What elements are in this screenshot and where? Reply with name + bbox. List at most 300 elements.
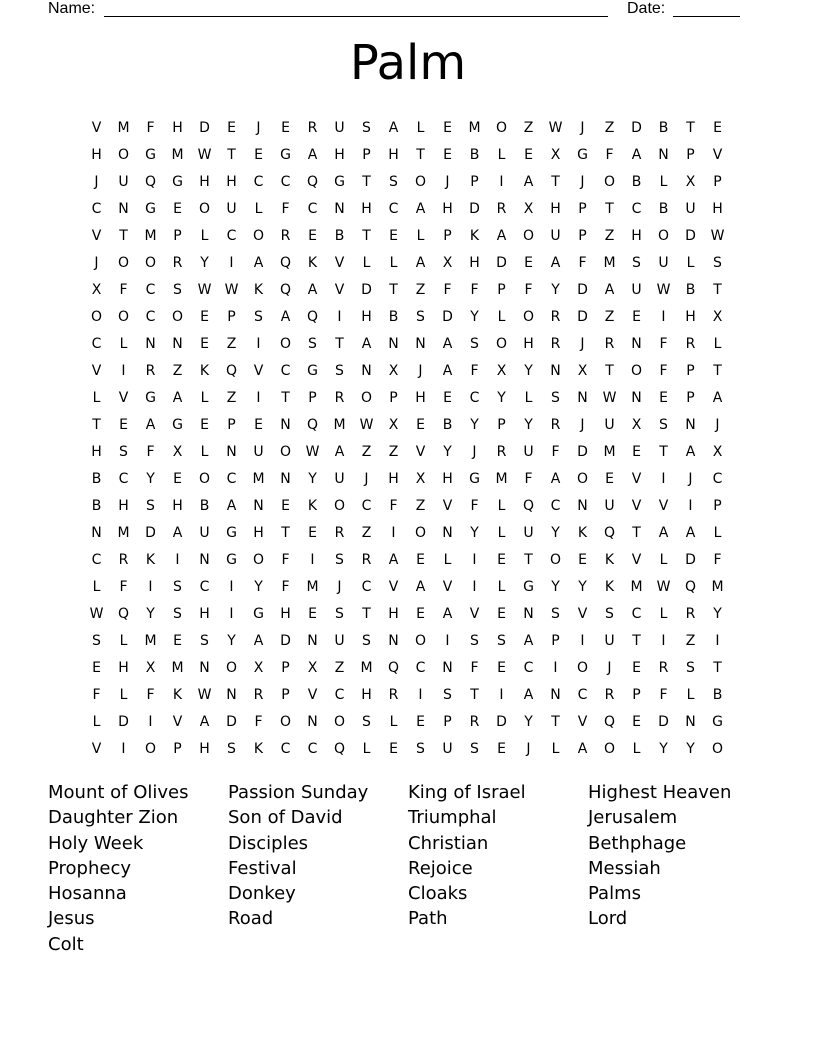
grid-letter[interactable]: H bbox=[226, 173, 237, 190]
grid-letter[interactable]: L bbox=[659, 173, 668, 190]
grid-letter[interactable]: F bbox=[659, 686, 668, 703]
grid-letter[interactable]: R bbox=[307, 119, 318, 136]
grid-letter[interactable]: K bbox=[253, 740, 264, 757]
grid-letter[interactable]: F bbox=[713, 551, 722, 568]
grid-letter[interactable]: N bbox=[442, 659, 453, 676]
grid-letter[interactable]: S bbox=[227, 740, 236, 757]
grid-letter[interactable]: G bbox=[172, 173, 183, 190]
grid-letter[interactable]: W bbox=[710, 227, 725, 244]
grid-letter[interactable]: D bbox=[145, 524, 156, 541]
grid-letter[interactable]: C bbox=[334, 686, 345, 703]
grid-letter[interactable]: S bbox=[659, 416, 668, 433]
grid-letter[interactable]: E bbox=[173, 470, 182, 487]
grid-letter[interactable]: Z bbox=[523, 119, 534, 136]
grid-letter[interactable]: E bbox=[308, 227, 317, 244]
grid-letter[interactable]: J bbox=[364, 470, 369, 487]
grid-letter[interactable]: Y bbox=[146, 605, 155, 622]
grid-letter[interactable]: I bbox=[310, 551, 315, 568]
grid-letter[interactable]: I bbox=[229, 254, 234, 271]
grid-letter[interactable]: G bbox=[145, 389, 156, 406]
grid-letter[interactable]: A bbox=[253, 254, 264, 271]
grid-letter[interactable]: E bbox=[173, 632, 182, 649]
grid-letter[interactable]: V bbox=[91, 362, 102, 379]
grid-letter[interactable]: B bbox=[91, 497, 102, 514]
grid-letter[interactable]: Q bbox=[144, 173, 157, 190]
grid-letter[interactable]: C bbox=[523, 659, 534, 676]
grid-letter[interactable]: A bbox=[631, 146, 642, 163]
grid-letter[interactable]: S bbox=[713, 254, 722, 271]
grid-letter[interactable]: S bbox=[362, 713, 371, 730]
grid-letter[interactable]: O bbox=[279, 335, 292, 352]
grid-letter[interactable]: H bbox=[550, 200, 561, 217]
grid-letter[interactable]: N bbox=[388, 632, 399, 649]
grid-letter[interactable]: S bbox=[470, 740, 479, 757]
grid-letter[interactable]: N bbox=[118, 200, 129, 217]
grid-letter[interactable]: D bbox=[469, 200, 480, 217]
grid-letter[interactable]: A bbox=[199, 713, 210, 730]
grid-letter[interactable]: W bbox=[656, 281, 671, 298]
grid-letter[interactable]: K bbox=[172, 686, 183, 703]
grid-letter[interactable]: C bbox=[280, 362, 291, 379]
grid-letter[interactable]: D bbox=[658, 713, 669, 730]
grid-letter[interactable]: E bbox=[632, 443, 641, 460]
grid-letter[interactable]: O bbox=[90, 308, 103, 325]
grid-letter[interactable]: L bbox=[443, 551, 452, 568]
grid-letter[interactable]: I bbox=[148, 578, 153, 595]
grid-letter[interactable]: M bbox=[144, 632, 157, 649]
grid-letter[interactable]: E bbox=[632, 308, 641, 325]
grid-letter[interactable]: T bbox=[632, 524, 641, 541]
grid-letter[interactable]: S bbox=[335, 551, 344, 568]
grid-letter[interactable]: R bbox=[388, 686, 399, 703]
grid-letter[interactable]: N bbox=[685, 713, 696, 730]
grid-letter[interactable]: O bbox=[657, 227, 670, 244]
grid-letter[interactable]: Y bbox=[497, 389, 506, 406]
grid-letter[interactable]: F bbox=[659, 335, 668, 352]
grid-letter[interactable]: A bbox=[361, 335, 372, 352]
grid-letter[interactable]: M bbox=[360, 659, 373, 676]
grid-letter[interactable]: L bbox=[254, 200, 263, 217]
grid-letter[interactable]: E bbox=[308, 524, 317, 541]
grid-letter[interactable]: V bbox=[577, 713, 588, 730]
grid-letter[interactable]: M bbox=[117, 524, 130, 541]
grid-letter[interactable]: P bbox=[686, 389, 695, 406]
grid-letter[interactable]: K bbox=[145, 551, 156, 568]
grid-letter[interactable]: P bbox=[470, 173, 479, 190]
grid-letter[interactable]: T bbox=[119, 227, 128, 244]
grid-letter[interactable]: S bbox=[173, 578, 182, 595]
grid-letter[interactable]: L bbox=[686, 254, 695, 271]
grid-letter[interactable]: J bbox=[337, 578, 342, 595]
grid-letter[interactable]: I bbox=[229, 605, 234, 622]
grid-letter[interactable]: N bbox=[226, 443, 237, 460]
grid-letter[interactable]: G bbox=[307, 362, 318, 379]
grid-letter[interactable]: E bbox=[254, 416, 263, 433]
grid-letter[interactable]: P bbox=[551, 632, 560, 649]
grid-letter[interactable]: V bbox=[118, 389, 129, 406]
grid-letter[interactable]: C bbox=[361, 578, 372, 595]
grid-letter[interactable]: H bbox=[334, 146, 345, 163]
grid-letter[interactable]: Q bbox=[306, 308, 319, 325]
grid-letter[interactable]: H bbox=[199, 740, 210, 757]
grid-letter[interactable]: E bbox=[92, 659, 101, 676]
grid-letter[interactable]: H bbox=[415, 389, 426, 406]
grid-letter[interactable]: J bbox=[94, 254, 99, 271]
grid-letter[interactable]: P bbox=[281, 686, 290, 703]
grid-letter[interactable]: U bbox=[685, 200, 696, 217]
grid-letter[interactable]: T bbox=[605, 200, 614, 217]
grid-letter[interactable]: Q bbox=[684, 578, 697, 595]
grid-letter[interactable]: R bbox=[496, 200, 507, 217]
grid-letter[interactable]: U bbox=[334, 470, 345, 487]
grid-letter[interactable]: I bbox=[661, 308, 666, 325]
grid-letter[interactable]: A bbox=[334, 443, 345, 460]
grid-letter[interactable]: D bbox=[442, 308, 453, 325]
grid-letter[interactable]: U bbox=[604, 497, 615, 514]
grid-letter[interactable]: Z bbox=[334, 659, 345, 676]
grid-letter[interactable]: T bbox=[281, 389, 290, 406]
grid-letter[interactable]: Y bbox=[659, 740, 668, 757]
grid-letter[interactable]: O bbox=[603, 173, 616, 190]
grid-letter[interactable]: E bbox=[497, 551, 506, 568]
grid-letter[interactable]: N bbox=[307, 713, 318, 730]
grid-letter[interactable]: H bbox=[469, 254, 480, 271]
grid-letter[interactable]: I bbox=[391, 524, 396, 541]
grid-letter[interactable]: D bbox=[280, 632, 291, 649]
grid-letter[interactable]: E bbox=[416, 713, 425, 730]
grid-letter[interactable]: I bbox=[256, 389, 261, 406]
grid-letter[interactable]: S bbox=[92, 632, 101, 649]
grid-letter[interactable]: I bbox=[175, 551, 180, 568]
grid-letter[interactable]: Z bbox=[685, 632, 696, 649]
grid-letter[interactable]: Y bbox=[470, 416, 479, 433]
grid-letter[interactable]: L bbox=[497, 578, 506, 595]
grid-letter[interactable]: E bbox=[173, 200, 182, 217]
grid-letter[interactable]: L bbox=[92, 578, 101, 595]
grid-letter[interactable]: U bbox=[523, 443, 534, 460]
grid-letter[interactable]: A bbox=[496, 227, 507, 244]
grid-letter[interactable]: C bbox=[280, 173, 291, 190]
grid-letter[interactable]: S bbox=[173, 281, 182, 298]
grid-letter[interactable]: C bbox=[307, 740, 318, 757]
grid-letter[interactable]: O bbox=[711, 740, 724, 757]
grid-letter[interactable]: Y bbox=[470, 524, 479, 541]
grid-letter[interactable]: A bbox=[604, 281, 615, 298]
grid-letter[interactable]: O bbox=[252, 551, 265, 568]
grid-letter[interactable]: V bbox=[442, 578, 453, 595]
grid-letter[interactable]: T bbox=[551, 713, 560, 730]
grid-letter[interactable]: O bbox=[414, 173, 427, 190]
grid-letter[interactable]: H bbox=[685, 308, 696, 325]
grid-letter[interactable]: Y bbox=[227, 632, 236, 649]
grid-letter[interactable]: M bbox=[306, 578, 319, 595]
grid-letter[interactable]: H bbox=[253, 524, 264, 541]
grid-letter[interactable]: N bbox=[307, 632, 318, 649]
grid-letter[interactable]: Z bbox=[415, 281, 426, 298]
grid-letter[interactable]: R bbox=[604, 686, 615, 703]
grid-letter[interactable]: T bbox=[362, 173, 371, 190]
grid-letter[interactable]: P bbox=[686, 146, 695, 163]
grid-letter[interactable]: L bbox=[524, 389, 533, 406]
grid-letter[interactable]: U bbox=[523, 524, 534, 541]
grid-letter[interactable]: R bbox=[496, 443, 507, 460]
grid-letter[interactable]: J bbox=[418, 362, 423, 379]
grid-letter[interactable]: X bbox=[91, 281, 102, 298]
grid-letter[interactable]: J bbox=[580, 119, 585, 136]
grid-letter[interactable]: C bbox=[91, 551, 102, 568]
grid-letter[interactable]: D bbox=[685, 227, 696, 244]
grid-letter[interactable]: X bbox=[307, 659, 318, 676]
grid-letter[interactable]: O bbox=[603, 740, 616, 757]
grid-letter[interactable]: H bbox=[91, 443, 102, 460]
grid-letter[interactable]: G bbox=[280, 146, 291, 163]
grid-letter[interactable]: L bbox=[497, 497, 506, 514]
grid-letter[interactable]: T bbox=[362, 605, 371, 622]
grid-letter[interactable]: W bbox=[224, 281, 239, 298]
grid-letter[interactable]: S bbox=[335, 605, 344, 622]
grid-letter[interactable]: F bbox=[281, 551, 290, 568]
grid-letter[interactable]: P bbox=[227, 308, 236, 325]
grid-letter[interactable]: J bbox=[607, 659, 612, 676]
grid-letter[interactable]: X bbox=[442, 254, 453, 271]
grid-letter[interactable]: Y bbox=[551, 524, 560, 541]
grid-letter[interactable]: L bbox=[659, 551, 668, 568]
grid-letter[interactable]: Q bbox=[306, 173, 319, 190]
grid-letter[interactable]: H bbox=[199, 173, 210, 190]
grid-letter[interactable]: N bbox=[91, 524, 102, 541]
grid-letter[interactable]: Z bbox=[361, 443, 372, 460]
grid-letter[interactable]: B bbox=[199, 497, 210, 514]
grid-letter[interactable]: H bbox=[442, 470, 453, 487]
grid-letter[interactable]: P bbox=[443, 227, 452, 244]
grid-letter[interactable]: L bbox=[92, 389, 101, 406]
grid-letter[interactable]: S bbox=[470, 632, 479, 649]
grid-letter[interactable]: G bbox=[712, 713, 723, 730]
grid-letter[interactable]: V bbox=[334, 254, 345, 271]
grid-letter[interactable]: T bbox=[713, 281, 722, 298]
grid-letter[interactable]: S bbox=[497, 632, 506, 649]
grid-letter[interactable]: O bbox=[279, 713, 292, 730]
grid-letter[interactable]: C bbox=[118, 470, 129, 487]
grid-letter[interactable]: L bbox=[200, 389, 209, 406]
grid-letter[interactable]: C bbox=[388, 200, 399, 217]
grid-letter[interactable]: U bbox=[226, 200, 237, 217]
grid-letter[interactable]: U bbox=[118, 173, 129, 190]
grid-letter[interactable]: L bbox=[362, 254, 371, 271]
grid-letter[interactable]: F bbox=[281, 578, 290, 595]
grid-letter[interactable]: P bbox=[173, 740, 182, 757]
grid-letter[interactable]: R bbox=[253, 686, 264, 703]
grid-letter[interactable]: D bbox=[118, 713, 129, 730]
grid-letter[interactable]: Y bbox=[443, 443, 452, 460]
grid-letter[interactable]: V bbox=[631, 497, 642, 514]
grid-letter[interactable]: L bbox=[416, 227, 425, 244]
grid-letter[interactable]: H bbox=[118, 497, 129, 514]
grid-letter[interactable]: R bbox=[118, 551, 129, 568]
grid-letter[interactable]: L bbox=[119, 686, 128, 703]
grid-letter[interactable]: T bbox=[335, 335, 344, 352]
grid-letter[interactable]: H bbox=[172, 497, 183, 514]
grid-letter[interactable]: D bbox=[496, 713, 507, 730]
grid-letter[interactable]: Y bbox=[200, 254, 209, 271]
grid-letter[interactable]: N bbox=[172, 335, 183, 352]
grid-letter[interactable]: P bbox=[308, 389, 317, 406]
grid-letter[interactable]: I bbox=[472, 578, 477, 595]
grid-letter[interactable]: A bbox=[523, 173, 534, 190]
grid-letter[interactable]: I bbox=[553, 659, 558, 676]
grid-letter[interactable]: D bbox=[577, 281, 588, 298]
grid-letter[interactable]: O bbox=[117, 254, 130, 271]
grid-letter[interactable]: G bbox=[253, 605, 264, 622]
grid-letter[interactable]: N bbox=[388, 335, 399, 352]
grid-letter[interactable]: J bbox=[94, 173, 99, 190]
grid-letter[interactable]: B bbox=[442, 416, 453, 433]
grid-letter[interactable]: D bbox=[577, 443, 588, 460]
grid-letter[interactable]: M bbox=[333, 416, 346, 433]
grid-letter[interactable]: F bbox=[443, 281, 452, 298]
grid-letter[interactable]: E bbox=[443, 119, 452, 136]
grid-letter[interactable]: X bbox=[712, 443, 723, 460]
grid-letter[interactable]: P bbox=[578, 200, 587, 217]
grid-letter[interactable]: F bbox=[389, 497, 398, 514]
grid-letter[interactable]: A bbox=[442, 605, 453, 622]
grid-letter[interactable]: H bbox=[631, 227, 642, 244]
grid-letter[interactable]: R bbox=[685, 605, 696, 622]
grid-letter[interactable]: J bbox=[580, 173, 585, 190]
grid-letter[interactable]: R bbox=[469, 713, 480, 730]
grid-letter[interactable]: E bbox=[524, 254, 533, 271]
grid-letter[interactable]: A bbox=[388, 119, 399, 136]
grid-letter[interactable]: E bbox=[416, 416, 425, 433]
grid-letter[interactable]: P bbox=[362, 146, 371, 163]
grid-letter[interactable]: L bbox=[713, 524, 722, 541]
grid-letter[interactable]: E bbox=[281, 119, 290, 136]
grid-letter[interactable]: Y bbox=[254, 578, 263, 595]
grid-letter[interactable]: A bbox=[523, 686, 534, 703]
grid-letter[interactable]: N bbox=[685, 416, 696, 433]
grid-letter[interactable]: E bbox=[578, 551, 587, 568]
grid-letter[interactable]: N bbox=[442, 524, 453, 541]
grid-letter[interactable]: R bbox=[685, 335, 696, 352]
grid-letter[interactable]: R bbox=[550, 308, 561, 325]
grid-letter[interactable]: C bbox=[631, 200, 642, 217]
grid-letter[interactable]: L bbox=[362, 740, 371, 757]
grid-letter[interactable]: H bbox=[361, 308, 372, 325]
grid-letter[interactable]: D bbox=[577, 308, 588, 325]
grid-letter[interactable]: N bbox=[658, 146, 669, 163]
grid-letter[interactable]: S bbox=[389, 173, 398, 190]
grid-letter[interactable]: K bbox=[307, 497, 318, 514]
grid-letter[interactable]: V bbox=[253, 362, 264, 379]
grid-letter[interactable]: F bbox=[119, 281, 128, 298]
grid-letter[interactable]: H bbox=[118, 659, 129, 676]
grid-letter[interactable]: T bbox=[227, 146, 236, 163]
grid-letter[interactable]: V bbox=[631, 470, 642, 487]
grid-letter[interactable]: H bbox=[523, 335, 534, 352]
grid-letter[interactable]: X bbox=[388, 416, 399, 433]
grid-letter[interactable]: Y bbox=[524, 362, 533, 379]
grid-letter[interactable]: V bbox=[415, 443, 426, 460]
grid-letter[interactable]: J bbox=[580, 416, 585, 433]
grid-letter[interactable]: A bbox=[253, 632, 264, 649]
grid-letter[interactable]: Y bbox=[551, 578, 560, 595]
grid-letter[interactable]: T bbox=[281, 524, 290, 541]
grid-letter[interactable]: H bbox=[388, 146, 399, 163]
grid-letter[interactable]: C bbox=[415, 659, 426, 676]
grid-letter[interactable]: C bbox=[631, 605, 642, 622]
grid-letter[interactable]: S bbox=[362, 632, 371, 649]
grid-letter[interactable]: W bbox=[197, 281, 212, 298]
grid-letter[interactable]: Q bbox=[603, 524, 616, 541]
grid-letter[interactable]: Q bbox=[522, 497, 535, 514]
grid-letter[interactable]: C bbox=[145, 281, 156, 298]
grid-letter[interactable]: E bbox=[524, 146, 533, 163]
grid-letter[interactable]: F bbox=[659, 362, 668, 379]
grid-letter[interactable]: N bbox=[631, 389, 642, 406]
grid-letter[interactable]: O bbox=[333, 497, 346, 514]
grid-letter[interactable]: V bbox=[334, 281, 345, 298]
grid-letter[interactable]: R bbox=[604, 335, 615, 352]
grid-letter[interactable]: V bbox=[712, 146, 723, 163]
grid-letter[interactable]: Z bbox=[415, 497, 426, 514]
grid-letter[interactable]: Q bbox=[279, 254, 292, 271]
grid-letter[interactable]: L bbox=[632, 740, 641, 757]
grid-letter[interactable]: X bbox=[172, 443, 183, 460]
grid-letter[interactable]: P bbox=[497, 281, 506, 298]
grid-letter[interactable]: P bbox=[227, 416, 236, 433]
grid-letter[interactable]: F bbox=[551, 443, 560, 460]
grid-letter[interactable]: A bbox=[523, 632, 534, 649]
grid-letter[interactable]: L bbox=[92, 713, 101, 730]
grid-letter[interactable]: E bbox=[713, 119, 722, 136]
grid-letter[interactable]: I bbox=[148, 713, 153, 730]
grid-letter[interactable]: I bbox=[121, 362, 126, 379]
grid-letter[interactable]: L bbox=[713, 335, 722, 352]
grid-letter[interactable]: X bbox=[388, 362, 399, 379]
grid-letter[interactable]: N bbox=[415, 335, 426, 352]
grid-letter[interactable]: S bbox=[443, 686, 452, 703]
grid-letter[interactable]: A bbox=[172, 389, 183, 406]
grid-letter[interactable]: B bbox=[469, 146, 480, 163]
grid-letter[interactable]: W bbox=[602, 389, 617, 406]
grid-letter[interactable]: V bbox=[307, 686, 318, 703]
grid-letter[interactable]: A bbox=[307, 146, 318, 163]
grid-letter[interactable]: M bbox=[468, 119, 481, 136]
grid-letter[interactable]: T bbox=[362, 227, 371, 244]
grid-letter[interactable]: N bbox=[199, 551, 210, 568]
grid-letter[interactable]: A bbox=[415, 578, 426, 595]
grid-letter[interactable]: C bbox=[712, 470, 723, 487]
grid-letter[interactable]: M bbox=[171, 659, 184, 676]
grid-letter[interactable]: H bbox=[280, 605, 291, 622]
grid-letter[interactable]: R bbox=[658, 659, 669, 676]
grid-letter[interactable]: M bbox=[630, 578, 643, 595]
grid-letter[interactable]: F bbox=[254, 713, 263, 730]
grid-letter[interactable]: E bbox=[200, 308, 209, 325]
grid-letter[interactable]: G bbox=[469, 470, 480, 487]
grid-letter[interactable]: U bbox=[604, 632, 615, 649]
grid-letter[interactable]: R bbox=[334, 389, 345, 406]
grid-letter[interactable]: G bbox=[334, 173, 345, 190]
grid-letter[interactable]: P bbox=[578, 227, 587, 244]
grid-letter[interactable]: Y bbox=[578, 578, 587, 595]
grid-letter[interactable]: O bbox=[495, 335, 508, 352]
grid-letter[interactable]: I bbox=[499, 686, 504, 703]
grid-letter[interactable]: L bbox=[200, 227, 209, 244]
grid-letter[interactable]: A bbox=[712, 389, 723, 406]
grid-letter[interactable]: C bbox=[145, 308, 156, 325]
grid-letter[interactable]: E bbox=[632, 713, 641, 730]
